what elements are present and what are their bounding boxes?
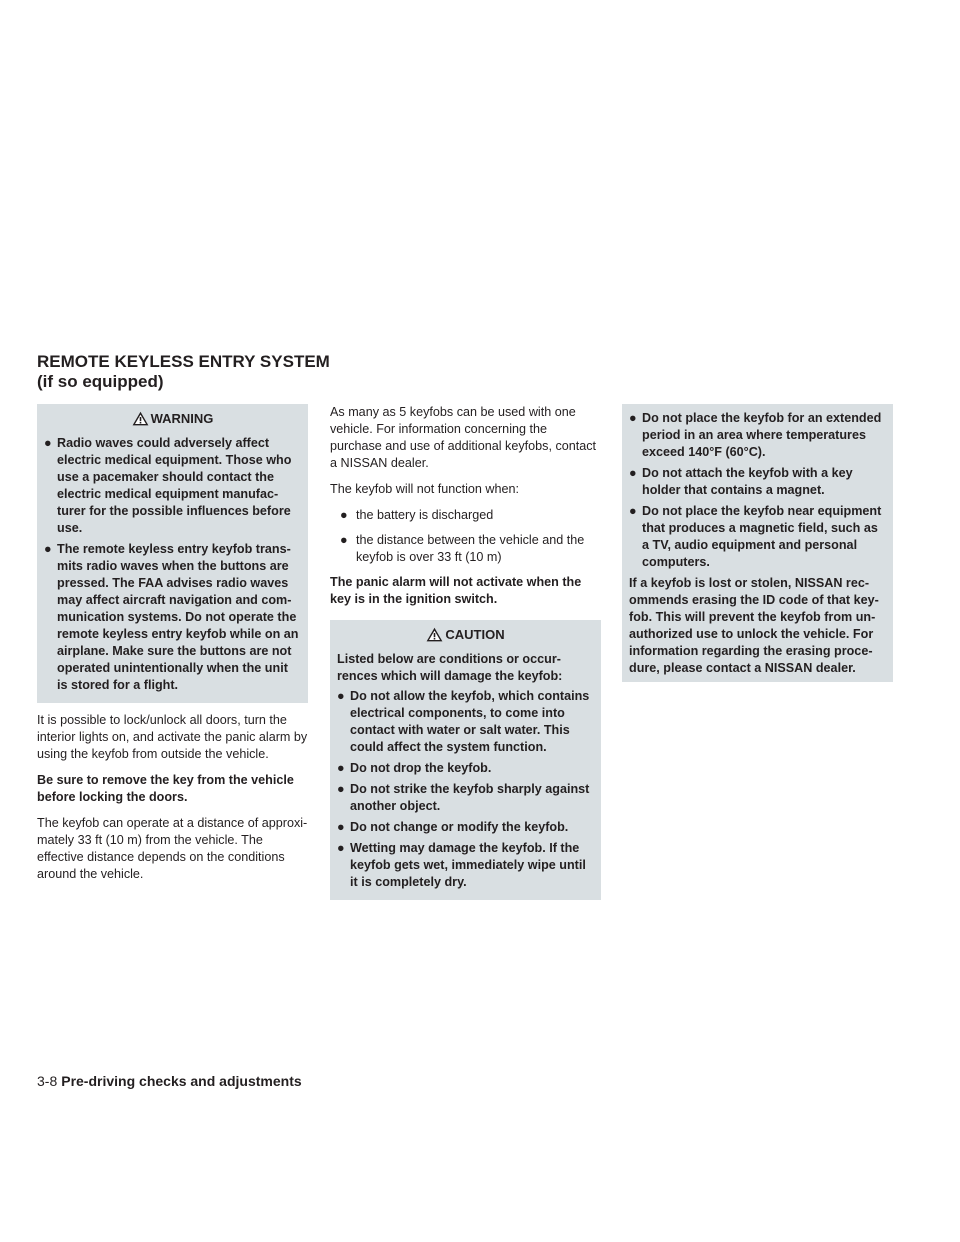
- paragraph: The keyfob will not function when:: [330, 482, 520, 496]
- list-item-text: the battery is discharged: [356, 508, 494, 522]
- warning-title-text: WARNING: [150, 411, 214, 426]
- list-item: [629, 503, 886, 571]
- bullet-icon: ●: [629, 466, 637, 480]
- caution-box: [330, 620, 601, 900]
- caution-icon: [426, 627, 443, 642]
- list-item: [629, 410, 886, 461]
- caution-item-text: Do not allow the keyfob, which contains electrical components, to come into contact with water or salt water. This could affect the system function.: [350, 689, 590, 754]
- caution-item-text: Do not change or modify the keyfob.: [350, 820, 569, 834]
- section-heading: [37, 352, 330, 392]
- function-list: [330, 507, 601, 566]
- caution-item-text: Wetting may damage the keyfob. If the keyfob gets wet, immediately wipe until it is completely dry.: [350, 841, 586, 889]
- caution-item-text: Do not place the keyfob near equipment that produces a magnetic field, such as a TV, audio equipment and personal computers.: [642, 504, 882, 569]
- section-title: REMOTE KEYLESS ENTRY SYSTEM: [37, 352, 330, 371]
- list-item: [337, 840, 594, 891]
- caution-item-text: Do not attach the keyfob with a key holder that contains a magnet.: [642, 466, 853, 497]
- list-item: [337, 781, 594, 815]
- list-item: [337, 760, 594, 777]
- bullet-icon: ●: [337, 782, 345, 796]
- page-footer: [37, 1072, 302, 1090]
- warning-item-text: Radio waves could adversely affect electric medical equipment. Those who use a pacemaker should contact the electric medical equipment manufacturer for the possible influences before use.: [57, 436, 292, 535]
- caution-paragraph: If a keyfob is lost or stolen, NISSAN recommends erasing the ID code of that keyfob. This will prevent the keyfob from unauthorized use to unlock the vehicle. For information regarding the erasing procedure, please contact a NISSAN dealer.: [629, 576, 879, 675]
- bullet-icon: ●: [629, 504, 637, 518]
- bullet-icon: ●: [44, 542, 52, 556]
- paragraph: The keyfob can operate at a distance of approximately 33 ft (10 m) from the vehicle. The effective distance depends on the conditions around the vehicle.: [37, 816, 308, 881]
- bullet-icon: ●: [337, 841, 345, 855]
- warning-item-text: The remote keyless entry keyfob transmits radio waves when the buttons are pressed. The FAA advises radio waves may affect aircraft navigation and communication systems. Do not operate the remote keyless entry keyfob while on an airplane. Make sure the buttons are not operated unintentionally when the unit is stored for a flight.: [57, 542, 299, 692]
- warning-icon: [132, 411, 149, 426]
- paragraph: As many as 5 keyfobs can be used with one vehicle. For information concerning the purchase and use of additional keyfobs, contact a NISSAN dealer.: [330, 405, 597, 470]
- paragraph-bold: Be sure to remove the key from the vehicle before locking the doors.: [37, 773, 294, 804]
- caution-title-text: CAUTION: [445, 627, 505, 642]
- list-item-text: the distance between the vehicle and the keyfob is over 33 ft (10 m): [356, 533, 585, 564]
- paragraph-bold: The panic alarm will not activate when the key is in the ignition switch.: [330, 575, 582, 606]
- list-item: [337, 688, 594, 756]
- caution-item-text: Do not place the keyfob for an extended period in an area where temperatures exceed 140°F (60°C).: [642, 411, 882, 459]
- warning-title: [44, 408, 301, 430]
- column-3: [622, 404, 893, 691]
- bullet-icon: ●: [337, 820, 345, 834]
- list-item: [330, 507, 601, 524]
- bullet-icon: ●: [44, 436, 52, 450]
- bullet-icon: ●: [337, 761, 345, 775]
- bullet-icon: ●: [340, 533, 348, 547]
- chapter-title: Pre-driving checks and adjustments: [61, 1073, 302, 1089]
- warning-box: [37, 404, 308, 703]
- caution-box-continued: [622, 404, 893, 682]
- column-1: [37, 404, 308, 892]
- section-subtitle: (if so equipped): [37, 372, 164, 391]
- list-item: [629, 465, 886, 499]
- paragraph: It is possible to lock/unlock all doors, turn the interior lights on, and activate the panic alarm by using the keyfob from outside the vehicle.: [37, 713, 308, 761]
- bullet-icon: ●: [340, 508, 348, 522]
- caution-item-text: Do not strike the keyfob sharply against another object.: [350, 782, 590, 813]
- caution-item-text: Do not drop the keyfob.: [350, 761, 492, 775]
- bullet-icon: ●: [629, 411, 637, 425]
- page-number: 3-8: [37, 1073, 58, 1089]
- list-item: [330, 532, 601, 566]
- list-item: [337, 819, 594, 836]
- list-item: [44, 541, 301, 694]
- caution-intro: Listed below are conditions or occurrences which will damage the keyfob:: [337, 652, 563, 683]
- bullet-icon: ●: [337, 689, 345, 703]
- caution-title: [337, 624, 594, 646]
- column-2: [330, 404, 601, 909]
- list-item: [44, 435, 301, 537]
